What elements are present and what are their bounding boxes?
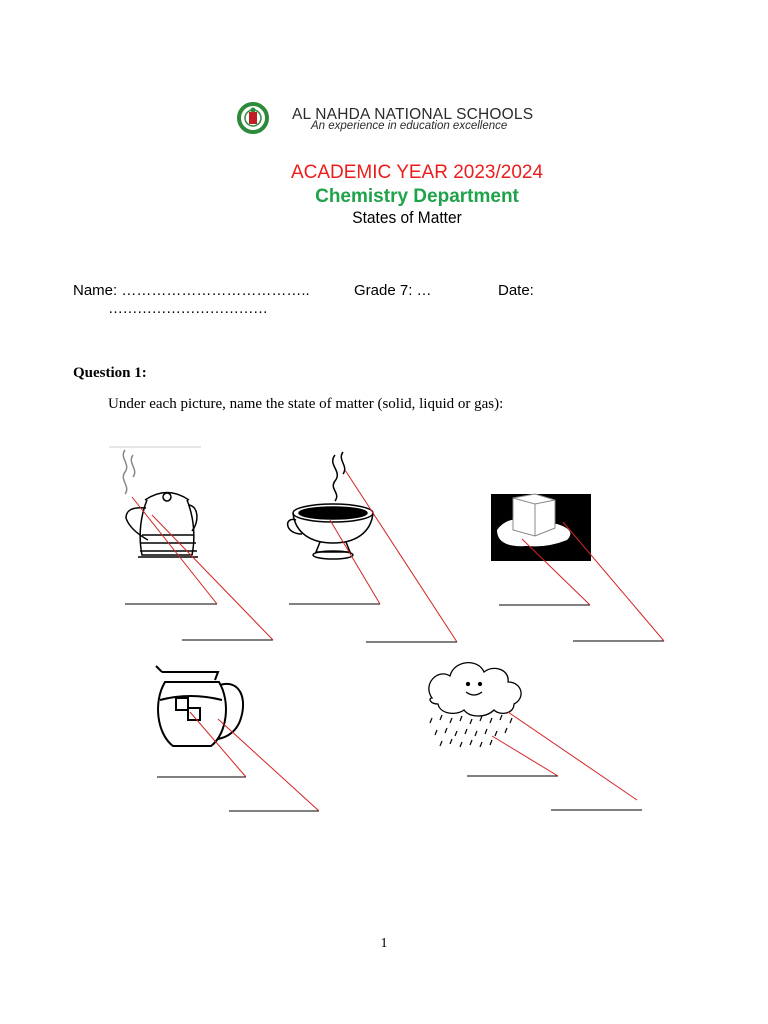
teacup-icon	[288, 452, 373, 559]
rain-cloud-icon	[429, 663, 521, 747]
question-number: Question 1:	[73, 365, 147, 381]
jug-icon	[156, 666, 243, 746]
question-instruction: Under each picture, name the state of matter (solid, liquid or gas):	[108, 396, 504, 412]
school-tagline: An experience in education excellence	[311, 120, 508, 132]
name-field: Name: ………………………………..	[73, 282, 310, 299]
grade-field: Grade 7: …	[354, 282, 432, 299]
ice-cube-icon	[491, 494, 591, 561]
topic-title: States of Matter	[352, 209, 462, 227]
department-title: Chemistry Department	[315, 186, 519, 207]
kettle-icon	[123, 450, 198, 557]
page-number: 1	[380, 936, 388, 951]
date-field: ……………………………	[108, 300, 268, 317]
school-name: AL NAHDA NATIONAL SCHOOLS	[292, 106, 534, 123]
answer-lines	[125, 604, 664, 811]
academic-year: ACADEMIC YEAR 2023/2024	[290, 162, 544, 183]
date-label: Date:	[498, 282, 534, 299]
